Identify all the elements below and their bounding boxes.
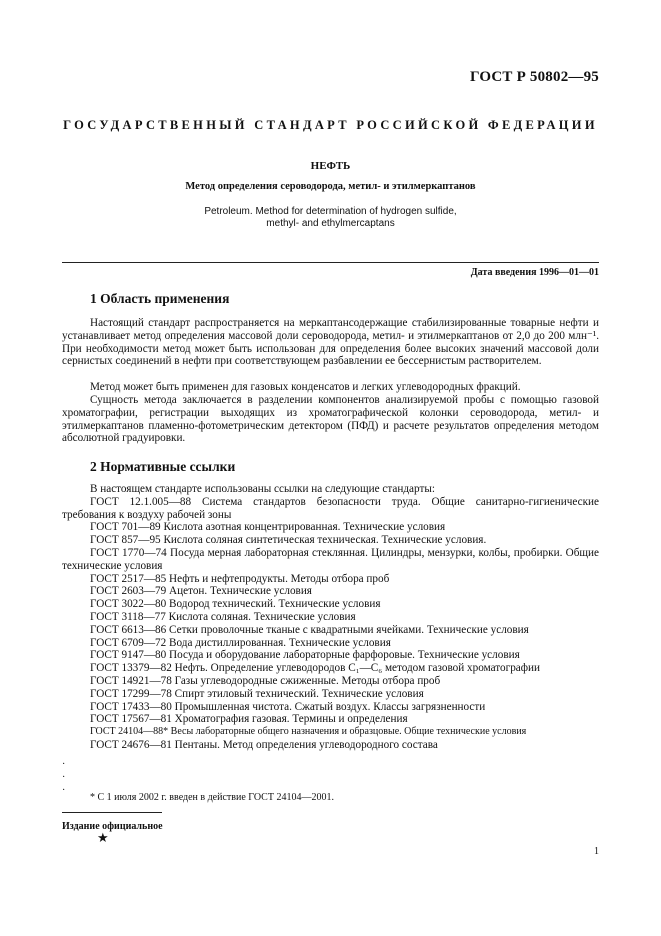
section-1-paragraph-3: Сущность метода заключается в разделении компонентов анализируемой пробы с помощью газовой хроматографии, регистрации выходящих из хроматографической колонки сероводорода, метил- и этилмеркаптанов пламенно-фотометрическим детектором (ПФД) и расчете результатов определения методом абсолютной градуировки. bbox=[62, 394, 599, 445]
english-title-line-1: Petroleum. Method for determination of hydrogen sulfide, bbox=[204, 206, 457, 217]
reference-item: ГОСТ 6709—72 Вода дистиллированная. Технические условия bbox=[90, 636, 391, 649]
star-icon: ★ bbox=[97, 830, 109, 845]
references-intro: В настоящем стандарте использованы ссылки на следующие стандарты: bbox=[90, 483, 435, 495]
section-1-heading: 1 Область применения bbox=[90, 291, 230, 306]
reference-item: ГОСТ 14921—78 Газы углеводородные сжиженные. Методы отбора проб bbox=[90, 674, 441, 687]
reference-item: ГОСТ 17433—80 Промышленная чистота. Сжатый воздух. Классы загрязненности bbox=[90, 700, 486, 713]
reference-item: ГОСТ 17567—81 Хроматография газовая. Термины и определения bbox=[90, 713, 408, 726]
section-2-heading: 2 Нормативные ссылки bbox=[90, 459, 236, 474]
reference-item: ГОСТ 3118—77 Кислота соляная. Технические условия bbox=[90, 610, 356, 623]
reference-item: ГОСТ 857—95 Кислота соляная синтетическая техническая. Технические условия. bbox=[90, 534, 487, 547]
page-number: 1 bbox=[594, 846, 599, 857]
reference-item: ГОСТ 2517—85 Нефть и нефтепродукты. Методы отбора проб bbox=[90, 572, 390, 585]
reference-item: ГОСТ 24676—81 Пентаны. Метод определения углеводородного состава bbox=[90, 738, 438, 751]
reference-item: ГОСТ 6613—86 Сетки проволочные тканые с квадратными ячейками. Технические условия bbox=[90, 623, 529, 636]
divider bbox=[62, 262, 599, 263]
document-subtitle: Метод определения сероводорода, метил- и этилмеркаптанов bbox=[185, 181, 476, 192]
footer-divider bbox=[62, 812, 162, 813]
reference-item: ГОСТ 24104—88* Весы лабораторные общего назначения и образцовые. Общие технические условия bbox=[90, 726, 527, 738]
scan-dots: · · · bbox=[62, 759, 66, 796]
introduction-date: Дата введения 1996—01—01 bbox=[470, 267, 599, 278]
reference-item: ГОСТ 9147—80 Посуда и оборудование лабораторные фарфоровые. Технические условия bbox=[90, 649, 520, 662]
section-1-paragraph-2: Метод может быть применен для газовых конденсатов и легких углеводородных фракций. bbox=[90, 381, 521, 393]
reference-item: ГОСТ 1770—74 Посуда мерная лабораторная стеклянная. Цилиндры, мензурки, колбы, пробирки. Общие технические условия bbox=[62, 546, 599, 572]
references-list bbox=[62, 483, 599, 752]
reference-item: ГОСТ 701—89 Кислота азотная концентрированная. Технические условия bbox=[90, 521, 446, 534]
document-title: НЕФТЬ bbox=[310, 160, 351, 172]
english-title bbox=[62, 206, 599, 230]
reference-item: ГОСТ 2603—79 Ацетон. Технические условия bbox=[90, 585, 312, 598]
state-standard-banner: ГОСУДАРСТВЕННЫЙ СТАНДАРТ РОССИЙСКОЙ ФЕДЕРАЦИИ bbox=[63, 118, 598, 132]
reference-item: ГОСТ 13379—82 Нефть. Определение углеводородов C₁—C₆ методом газовой хроматографии bbox=[90, 662, 540, 675]
english-title-line-2: methyl- and ethylmercaptans bbox=[266, 218, 395, 229]
official-edition-label: Издание официальное bbox=[62, 821, 163, 832]
footnote: * С 1 июля 2002 г. введен в действие ГОСТ 24104—2001. bbox=[90, 792, 334, 803]
reference-item: ГОСТ 12.1.005—88 Система стандартов безопасности труда. Общие санитарно-гигиенические требования к воздуху рабочей зоны bbox=[62, 495, 599, 521]
section-1-paragraph-1: Настоящий стандарт распространяется на меркаптансодержащие стабилизированные товарные нефти и устанавливает метод определения массовой доли сероводорода, метил- и этилмеркаптанов от 2,0 до 200 млн⁻¹. При необходимости метод может быть использован для определения более высоких значений массовой доли сернистых соединений в нефти при соответствующем разбавлении ее бессернистым растворителем. bbox=[62, 317, 599, 368]
reference-item: ГОСТ 17299—78 Спирт этиловый технический. Технические условия bbox=[90, 687, 424, 700]
standard-code: ГОСТ Р 50802—95 bbox=[469, 69, 599, 85]
reference-item: ГОСТ 3022—80 Водород технический. Технические условия bbox=[90, 598, 381, 611]
